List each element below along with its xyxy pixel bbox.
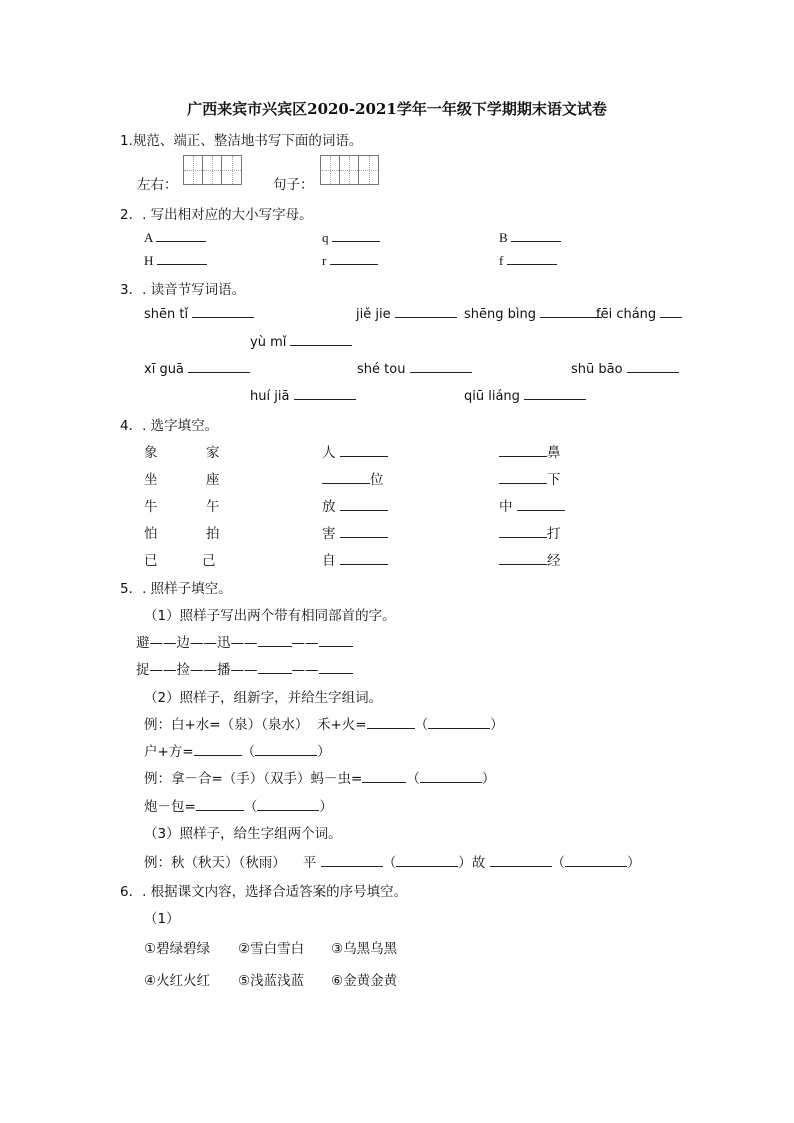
answer-blank[interactable]: [294, 387, 356, 400]
answer-blank[interactable]: [396, 854, 458, 867]
pinyin-item: xī guā: [144, 360, 250, 377]
fill-item: 位: [322, 468, 384, 488]
sub-question-2: （2）照样子，组新字，并给生字组词。: [144, 690, 383, 706]
question-3-heading: 3．. 读音节写词语。: [120, 282, 246, 298]
compose-row: 例：白+水=（泉）（泉水） 禾+火= （ ）: [144, 717, 504, 733]
compose-row: 炮－包= （ ）: [144, 799, 333, 815]
radical-row: 捉——捡——播—— ——: [136, 658, 353, 678]
question-1-heading: 1.规范、端正、整洁地书写下面的词语。: [120, 133, 363, 149]
letter-item: H: [144, 252, 207, 269]
answer-blank[interactable]: [196, 798, 244, 811]
letter-item: q: [322, 229, 380, 246]
radical-row: 避——边——迅—— ——: [136, 631, 353, 651]
answer-blank[interactable]: [156, 229, 206, 242]
answer-blank[interactable]: [330, 252, 378, 265]
question-6-heading: 6．. 根据课文内容，选择合适答案的序号填空。: [120, 884, 408, 900]
answer-blank[interactable]: [322, 471, 370, 484]
answer-blank[interactable]: [490, 854, 552, 867]
answer-blank[interactable]: [524, 387, 586, 400]
char-option: 坐: [144, 472, 158, 488]
letter-item: B: [499, 229, 561, 246]
option-item: ⑥金黄金黄: [331, 973, 398, 989]
question-4-heading: 4．. 选字填空。: [120, 418, 219, 434]
answer-blank[interactable]: [395, 305, 457, 318]
answer-blank[interactable]: [290, 333, 352, 346]
pinyin-item: huí jiā: [250, 387, 356, 404]
word-label-left-right: 左右：: [137, 177, 178, 193]
char-option: 已: [144, 553, 158, 569]
letter-item: A: [144, 229, 206, 246]
pinyin-item: jiě jie: [356, 305, 457, 322]
fill-item: 打: [499, 522, 561, 542]
pinyin-item: shēn tǐ: [144, 305, 254, 322]
compose-row: 户+方= （ ）: [144, 744, 331, 760]
fill-item: 害: [322, 522, 388, 542]
option-item: ①碧绿碧绿: [144, 941, 211, 957]
char-option: 家: [206, 445, 220, 461]
fill-item: 自: [322, 549, 388, 569]
pinyin-item: fēi cháng: [596, 305, 682, 322]
answer-blank[interactable]: [511, 229, 561, 242]
pinyin-item: shé tou: [357, 360, 472, 377]
option-item: ③乌黑乌黑: [331, 941, 398, 957]
answer-blank[interactable]: [321, 854, 383, 867]
char-option: 午: [206, 499, 220, 515]
option-item: ④火红火红: [144, 973, 211, 989]
answer-blank[interactable]: [258, 661, 292, 674]
fill-item: 经: [499, 549, 561, 569]
char-option: 牛: [144, 499, 158, 515]
answer-blank[interactable]: [319, 661, 353, 674]
letter-item: f: [499, 252, 557, 269]
answer-blank[interactable]: [188, 360, 250, 373]
pinyin-item: shēng bìng: [464, 305, 602, 322]
compose-row: 例：秋（秋天）（秋雨） 平 （ ）故 （ ）: [144, 855, 641, 871]
answer-blank[interactable]: [192, 305, 254, 318]
char-option: 怕: [144, 526, 158, 542]
answer-blank[interactable]: [499, 444, 547, 457]
answer-blank[interactable]: [340, 552, 388, 565]
writing-grid-1[interactable]: [183, 155, 242, 185]
word-label-sentence: 句子：: [273, 177, 314, 193]
answer-blank[interactable]: [499, 552, 547, 565]
fill-item: 放: [322, 495, 388, 515]
question-2-heading: 2．. 写出相对应的大小写字母。: [120, 207, 313, 223]
writing-grid-2[interactable]: [320, 155, 379, 185]
answer-blank[interactable]: [257, 798, 319, 811]
answer-blank[interactable]: [340, 444, 388, 457]
answer-blank[interactable]: [362, 770, 406, 783]
answer-blank[interactable]: [367, 716, 415, 729]
fill-item: 人: [322, 441, 388, 461]
option-item: ②雪白雪白: [238, 941, 305, 957]
pinyin-item: yù mǐ: [250, 333, 352, 350]
answer-blank[interactable]: [194, 743, 242, 756]
answer-blank[interactable]: [340, 525, 388, 538]
page-title: 广西来宾市兴宾区2020-2021学年一年级下学期期末语文试卷: [187, 100, 607, 118]
answer-blank[interactable]: [428, 716, 490, 729]
sub-question-1: （1）照样子写出两个带有相同部首的字。: [144, 608, 396, 624]
answer-blank[interactable]: [565, 854, 627, 867]
pinyin-item: shū bāo: [571, 360, 679, 377]
answer-blank[interactable]: [340, 498, 388, 511]
char-option: 象: [144, 445, 158, 461]
option-item: ⑤浅蓝浅蓝: [238, 973, 305, 989]
fill-item: 鼻: [499, 441, 561, 461]
answer-blank[interactable]: [319, 634, 353, 647]
answer-blank[interactable]: [499, 525, 547, 538]
compose-row: 例：拿－合=（手）（双手）蚂－虫= （ ）: [144, 771, 496, 787]
answer-blank[interactable]: [507, 252, 557, 265]
answer-blank[interactable]: [258, 634, 292, 647]
sub-question-3: （3）照样子，给生字组两个词。: [144, 826, 342, 842]
char-option: 己: [202, 553, 216, 569]
answer-blank[interactable]: [410, 360, 472, 373]
fill-item: 中: [499, 495, 565, 515]
question-5-heading: 5．. 照样子填空。: [120, 581, 232, 597]
sub-question-label: （1）: [144, 911, 180, 927]
answer-blank[interactable]: [627, 360, 679, 373]
answer-blank[interactable]: [660, 305, 682, 318]
answer-blank[interactable]: [255, 743, 317, 756]
fill-item: 下: [499, 468, 561, 488]
answer-blank[interactable]: [420, 770, 482, 783]
char-option: 拍: [206, 526, 220, 542]
answer-blank[interactable]: [332, 229, 380, 242]
letter-item: r: [322, 252, 378, 269]
answer-blank[interactable]: [517, 498, 565, 511]
char-option: 座: [206, 472, 220, 488]
answer-blank[interactable]: [499, 471, 547, 484]
answer-blank[interactable]: [157, 252, 207, 265]
pinyin-item: qiū liáng: [464, 387, 586, 404]
answer-blank[interactable]: [540, 305, 602, 318]
